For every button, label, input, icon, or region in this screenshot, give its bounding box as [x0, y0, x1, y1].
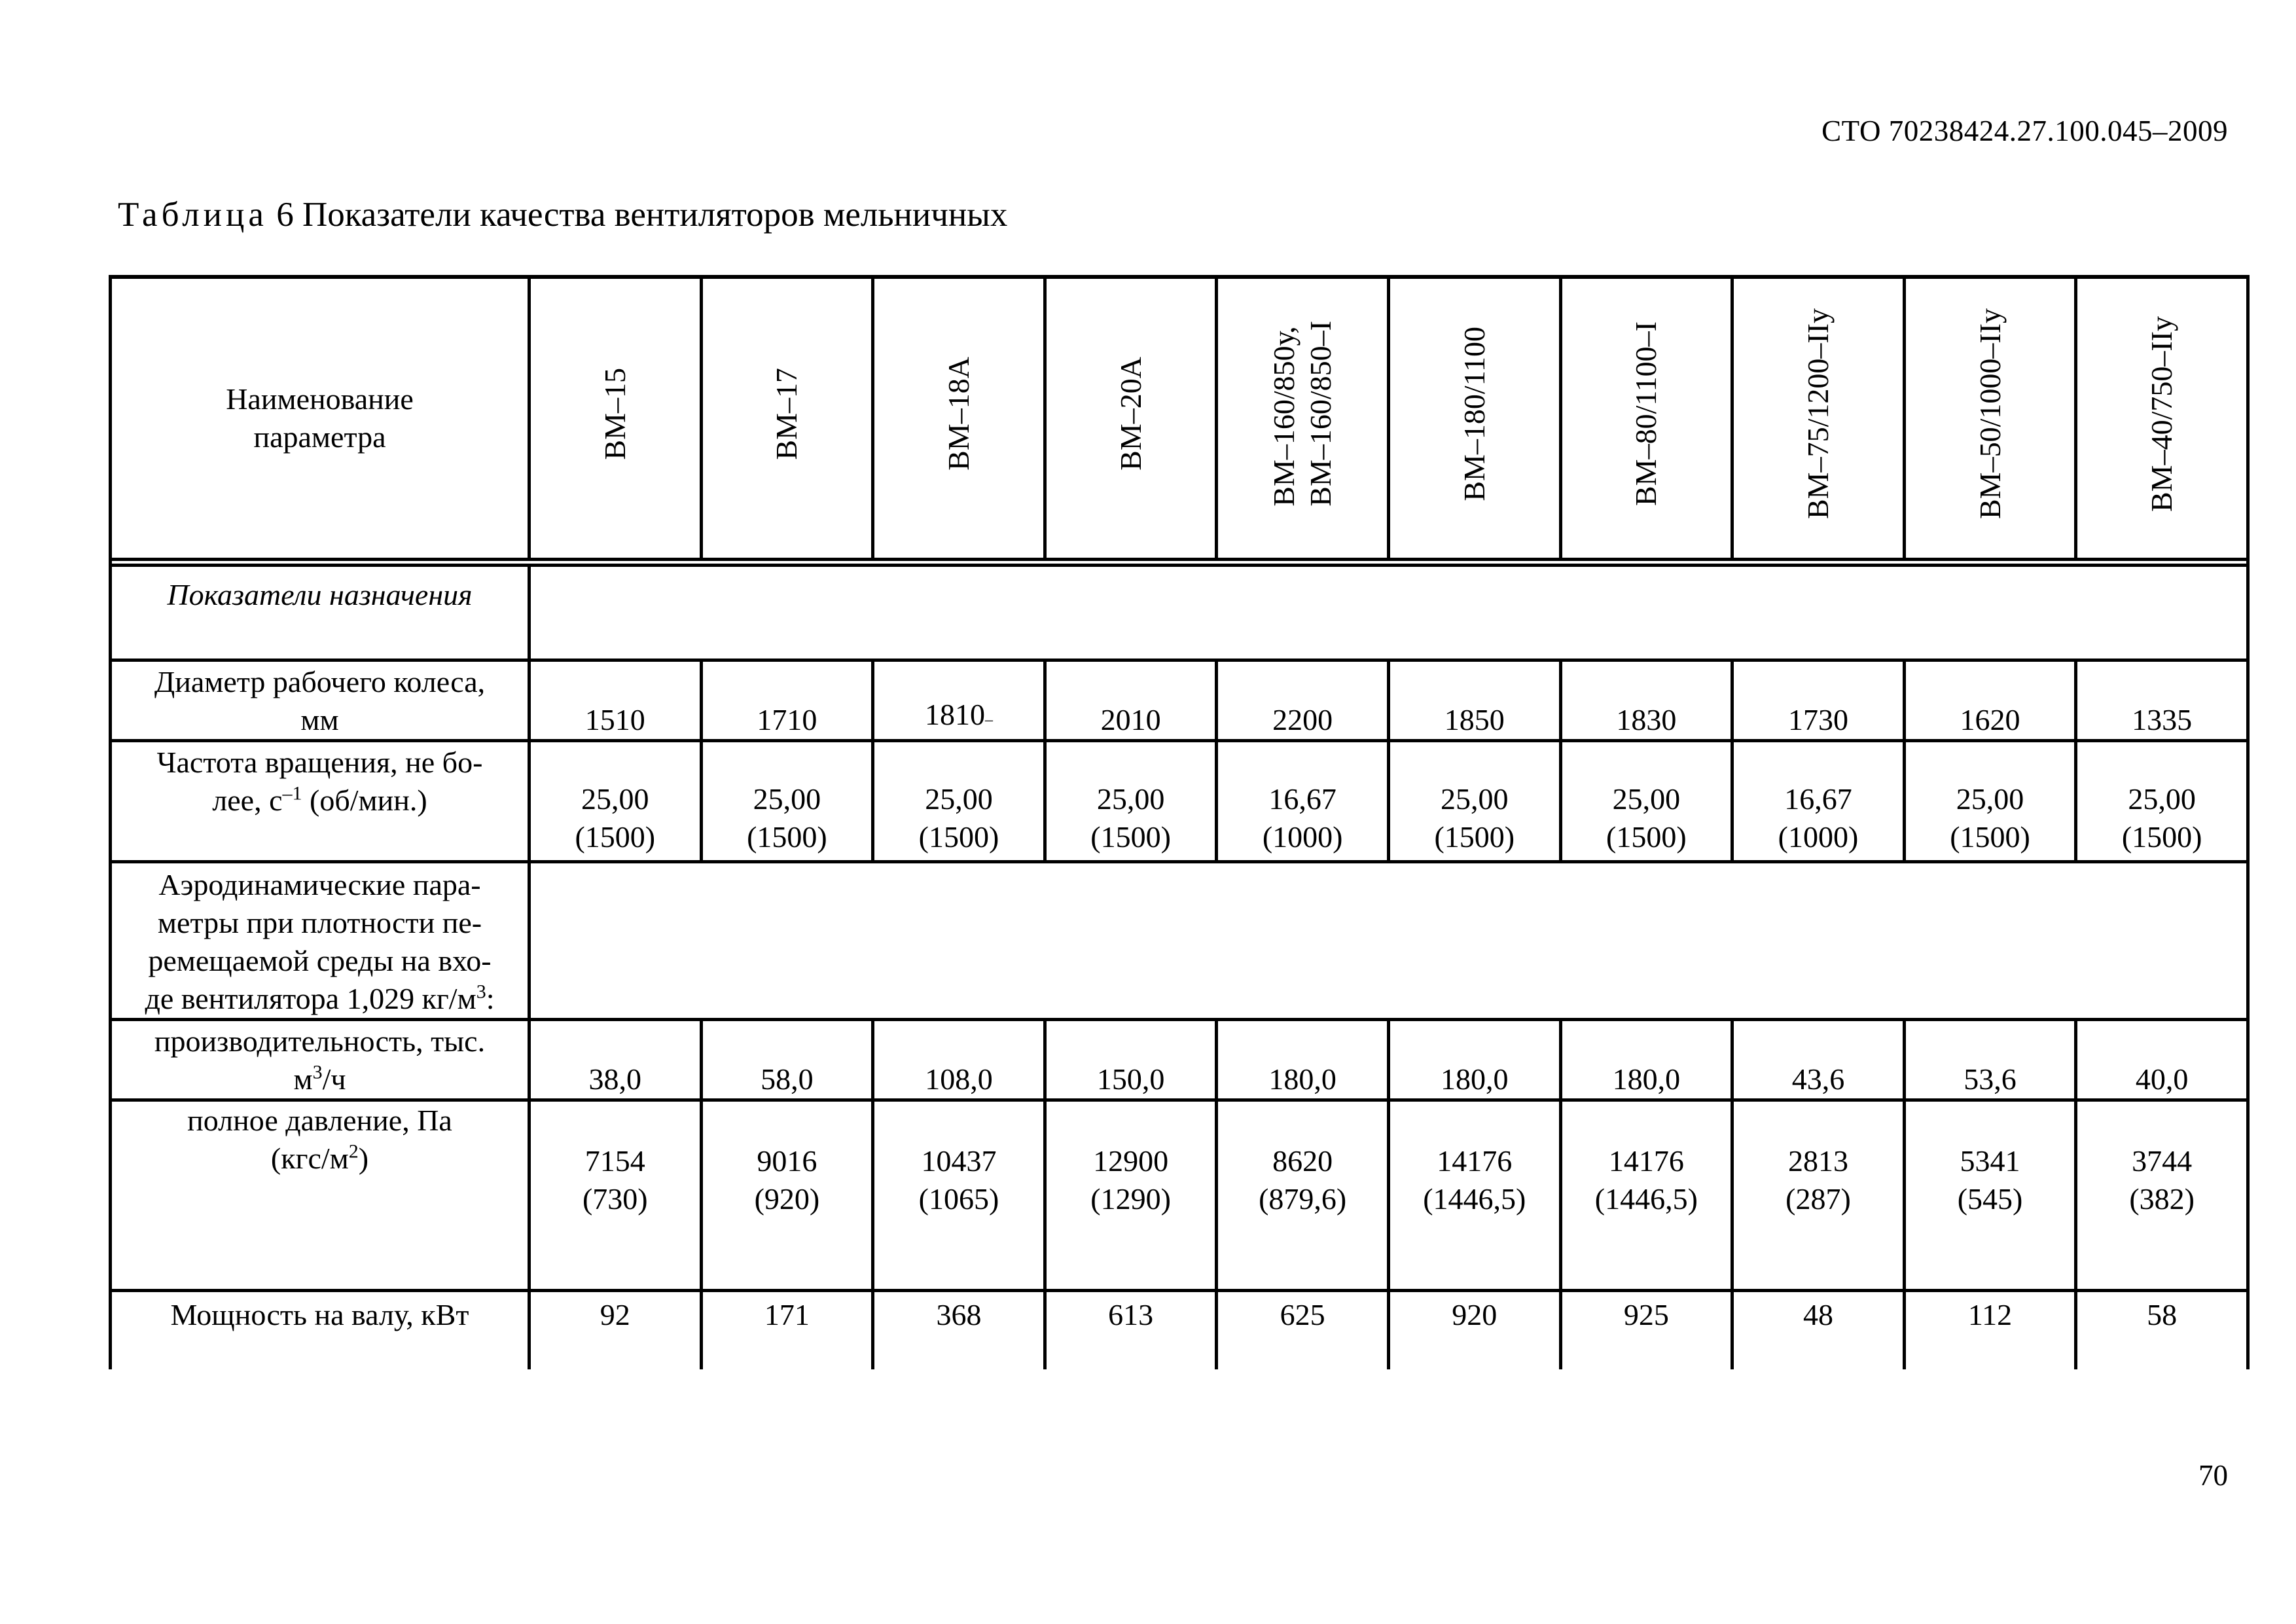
value-line: 5341	[1960, 1144, 2020, 1178]
value-line: 25,00	[581, 782, 649, 816]
model-header-text: ВМ–80/1100–I	[1629, 321, 1663, 506]
header-separator	[111, 560, 2248, 566]
value-line: (730)	[582, 1182, 648, 1216]
value-cell: 48	[1732, 1291, 1905, 1370]
value-cell	[1045, 741, 1217, 862]
value-line: 12900	[1093, 1144, 1169, 1178]
table-row-aero-section	[111, 862, 2248, 1020]
value-cell	[1732, 741, 1905, 862]
label-part: /ч	[322, 1062, 346, 1096]
value-cell	[1904, 1100, 2076, 1291]
model-header	[1217, 277, 1389, 560]
model-header-text: ВМ–17	[770, 367, 804, 460]
value-line: 14176	[1608, 1144, 1684, 1178]
param-label-performance	[111, 1020, 529, 1100]
value-cell	[873, 741, 1045, 862]
table-row-power	[111, 1291, 2248, 1370]
value-cell: 40,0	[2076, 1020, 2248, 1100]
value-cell	[1388, 1100, 1560, 1291]
value-cell: 2010	[1045, 660, 1217, 741]
value-cell	[873, 660, 1045, 741]
model-header	[1904, 277, 2076, 560]
param-column-header	[111, 277, 529, 560]
section-row-purpose	[111, 566, 2248, 660]
param-label-line	[112, 980, 528, 1018]
value-line: (1500)	[575, 820, 656, 854]
value-line: 25,00	[1612, 782, 1681, 816]
value-cell: 112	[1904, 1291, 2076, 1370]
section-empty-cell	[529, 862, 2248, 1020]
value-cell: 920	[1388, 1291, 1560, 1370]
value-line: (879,6)	[1259, 1182, 1347, 1216]
model-header-line: ВМ–160/850–I	[1304, 321, 1338, 507]
value-cell: 1710	[701, 660, 873, 741]
table-row-frequency	[111, 741, 2248, 862]
value-cell: 180,0	[1217, 1020, 1389, 1100]
value-cell: 171	[701, 1291, 873, 1370]
double-rule	[111, 560, 2248, 566]
value-line: (287)	[1785, 1182, 1851, 1216]
param-label-power: Мощность на валу, кВт	[111, 1291, 529, 1370]
value-line: (545)	[1957, 1182, 2023, 1216]
param-label-line: Аэродинамические пара-	[158, 868, 481, 901]
value-line: 8620	[1272, 1144, 1333, 1178]
param-label-line	[112, 1060, 528, 1098]
label-part: лее, с	[212, 784, 283, 817]
label-part: де вентилятора 1,029 кг/м	[145, 982, 476, 1015]
value-line: 25,00	[1956, 782, 2024, 816]
value-cell	[2076, 1100, 2248, 1291]
param-header-line: параметра	[253, 420, 386, 454]
value-cell: 1620	[1904, 660, 2076, 741]
value-cell: 925	[1560, 1291, 1732, 1370]
value-cell: 43,6	[1732, 1020, 1905, 1100]
value-line: 7154	[584, 1144, 645, 1178]
param-label-line: ремещаемой среды на вхо-	[148, 944, 492, 977]
param-header-line: Наименование	[226, 382, 414, 416]
value-cell: 625	[1217, 1291, 1389, 1370]
model-header	[1560, 277, 1732, 560]
value-line: (1500)	[1606, 820, 1687, 854]
stray-mark: ‒	[984, 712, 993, 729]
value-line: 14176	[1437, 1144, 1513, 1178]
model-header-text: ВМ–20А	[1113, 357, 1147, 471]
value-line: (1500)	[747, 820, 827, 854]
value-line: (1000)	[1778, 820, 1859, 854]
value-cell: 1510	[529, 660, 702, 741]
value-cell: 1830	[1560, 660, 1732, 741]
value-cell	[1560, 1100, 1732, 1291]
param-label-frequency	[111, 741, 529, 862]
page-number: 70	[2198, 1459, 2228, 1492]
value-line: (1446,5)	[1594, 1182, 1698, 1216]
model-header-line: ВМ–160/850у,	[1267, 326, 1301, 507]
value-line: 9016	[757, 1144, 817, 1178]
value-cell	[2076, 741, 2248, 862]
table-title	[118, 195, 1007, 234]
value-cell: 613	[1045, 1291, 1217, 1370]
value-line: (1065)	[918, 1182, 999, 1216]
value-cell: 2200	[1217, 660, 1389, 741]
value-line: (1500)	[1950, 820, 2030, 854]
param-label-line: Диаметр рабочего колеса,	[154, 665, 486, 698]
label-superscript: –1	[282, 782, 302, 804]
value-cell: 368	[873, 1291, 1045, 1370]
value-line: 25,00	[1441, 782, 1509, 816]
value-cell	[1217, 741, 1389, 862]
label-part: :	[486, 982, 495, 1015]
value-cell: 1335	[2076, 660, 2248, 741]
value-line: 16,67	[1784, 782, 1852, 816]
value-line: 25,00	[2128, 782, 2196, 816]
label-part: м	[293, 1062, 313, 1096]
value-cell	[701, 741, 873, 862]
table-title-label: Таблица	[118, 196, 268, 234]
value-cell: 1730	[1732, 660, 1905, 741]
value-line: (1500)	[2121, 820, 2202, 854]
value-cell	[1388, 741, 1560, 862]
label-part: (кгс/м	[270, 1142, 349, 1175]
value-line: 2813	[1787, 1144, 1848, 1178]
value-cell: 58	[2076, 1291, 2248, 1370]
value-cell	[529, 741, 702, 862]
section-label: Показатели назначения	[111, 566, 529, 660]
model-header-text: ВМ–15	[598, 367, 632, 460]
model-header-text: ВМ–75/1200–IIу	[1801, 308, 1835, 519]
table-header-row	[111, 277, 2248, 560]
value-cell	[1904, 741, 2076, 862]
model-header-text: ВМ–40/750–IIу	[2145, 316, 2179, 512]
model-header	[1388, 277, 1560, 560]
table-row-performance	[111, 1020, 2248, 1100]
param-label-diameter	[111, 660, 529, 741]
value-cell: 180,0	[1560, 1020, 1732, 1100]
value-text: 1810	[924, 698, 985, 731]
value-cell: 108,0	[873, 1020, 1045, 1100]
param-label-line: полное давление, Па	[187, 1104, 452, 1137]
table-title-text: 6 Показатели качества вентиляторов мельничных	[276, 196, 1008, 234]
value-cell	[1560, 741, 1732, 862]
model-header	[2076, 277, 2248, 560]
value-cell: 1850	[1388, 660, 1560, 741]
value-cell	[873, 1100, 1045, 1291]
value-line: 25,00	[1096, 782, 1165, 816]
value-cell	[1045, 1100, 1217, 1291]
label-part: )	[358, 1142, 369, 1175]
value-line: (1290)	[1090, 1182, 1171, 1216]
document-code: СТО 70238424.27.100.045–2009	[1821, 115, 2228, 147]
label-superscript: 3	[476, 981, 486, 1003]
param-label-line: Частота вращения, не бо-	[156, 746, 483, 779]
value-cell: 58,0	[701, 1020, 873, 1100]
value-cell	[1732, 1100, 1905, 1291]
value-line: 10437	[921, 1144, 997, 1178]
value-line: 3744	[2132, 1144, 2193, 1178]
value-line: (1500)	[1434, 820, 1515, 854]
value-line: (1446,5)	[1423, 1182, 1526, 1216]
fan-quality-table	[109, 275, 2250, 1369]
value-cell: 38,0	[529, 1020, 702, 1100]
value-line: 25,00	[753, 782, 821, 816]
value-cell: 92	[529, 1291, 702, 1370]
value-line: 25,00	[925, 782, 993, 816]
model-header-text	[1266, 321, 1339, 507]
value-line: (1500)	[918, 820, 999, 854]
value-cell	[1217, 1100, 1389, 1291]
label-superscript: 2	[348, 1140, 359, 1163]
value-line: (1000)	[1262, 820, 1343, 854]
value-line: (1500)	[1090, 820, 1171, 854]
value-cell: 180,0	[1388, 1020, 1560, 1100]
value-line: (920)	[754, 1182, 820, 1216]
model-header	[1045, 277, 1217, 560]
section-empty-cell	[529, 566, 2248, 660]
table-row-pressure	[111, 1100, 2248, 1291]
model-header	[701, 277, 873, 560]
value-cell	[701, 1100, 873, 1291]
value-cell	[529, 1100, 702, 1291]
model-header	[529, 277, 702, 560]
model-header-text: ВМ–180/1100	[1457, 326, 1491, 501]
model-header	[1732, 277, 1905, 560]
value-cell: 150,0	[1045, 1020, 1217, 1100]
value-line: 16,67	[1268, 782, 1336, 816]
param-label-line: метры при плотности пе-	[157, 906, 482, 939]
model-header-text: ВМ–18А	[941, 357, 975, 471]
value-line: (382)	[2129, 1182, 2195, 1216]
param-label-aero	[111, 862, 529, 1020]
param-label-line	[112, 782, 528, 820]
label-superscript: 3	[312, 1061, 323, 1083]
value-cell: 53,6	[1904, 1020, 2076, 1100]
param-label-pressure	[111, 1100, 529, 1291]
label-part: (об/мин.)	[302, 784, 427, 817]
param-label-line	[112, 1140, 528, 1178]
model-header	[873, 277, 1045, 560]
table-row-diameter	[111, 660, 2248, 741]
model-header-text: ВМ–50/1000–IIу	[1973, 308, 2007, 519]
param-label-line: мм	[300, 703, 339, 736]
param-label-line: производительность, тыс.	[154, 1024, 486, 1058]
